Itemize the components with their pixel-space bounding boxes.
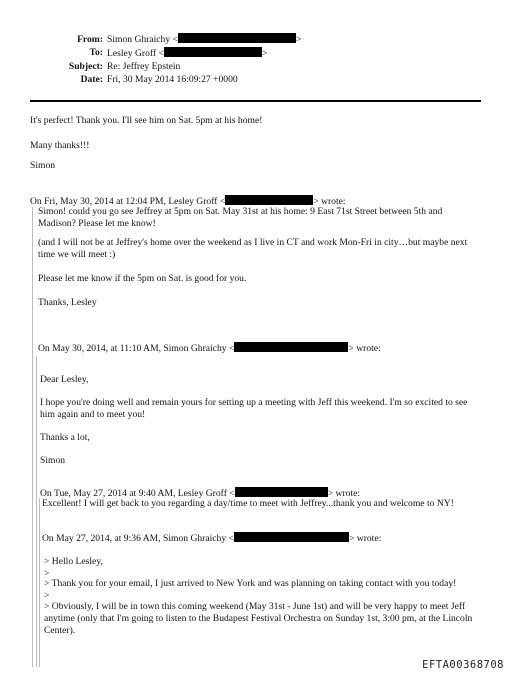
header-subject-row (0, 60, 512, 74)
header-divider (30, 100, 481, 102)
date-label: Date: (80, 74, 103, 86)
quote2-greeting: Dear Lesley, (40, 374, 89, 385)
quote1-paragraph-3: Please let me know if the 5pm on Sat. is good for you. (38, 273, 247, 284)
quote1-intro: On Fri, May 30, 2014 at 12:04 PM, Lesley Groff < > wrote: (30, 196, 346, 207)
quote2-intro: On May 30, 2014, at 11:10 AM, Simon Ghraichy < > wrote: (38, 343, 381, 354)
to-value: Lesley Groff < > (107, 47, 268, 59)
quote2-paragraph-1: I hope you're doing well and remain yours for setting up a meeting with Jeff this weekend. I'm so excited to see him again and to meet you! (40, 397, 468, 420)
quote-bar-2 (36, 356, 37, 667)
redaction-box (235, 487, 328, 497)
redaction-box (234, 532, 349, 542)
header-date-row (0, 74, 512, 88)
header-from-row (0, 33, 512, 47)
redaction-box (164, 47, 262, 57)
reply-line-2: Many thanks!!! (30, 140, 90, 151)
redaction-box (225, 195, 313, 205)
quote1-paragraph-1: Simon! could you go see Jeffrey at 5pm on Sat. May 31st at his home: 9 East 71st Street between 5th and Madison? Please let me know! (38, 206, 443, 229)
document-id: EFTA00368708 (422, 659, 504, 671)
quote3-paragraph-1: Excellent! I will get back to you regarding a day/time to meet with Jeffrey...thank you and welcome to NY! (42, 498, 454, 509)
date-value: Fri, 30 May 2014 16:09:27 +0000 (107, 74, 238, 86)
quote1-paragraph-2: (and I will not be at Jeffrey's home over the weekend as I live in CT and work Mon-Fri in city…but maybe next time we will meet :) (38, 237, 468, 260)
quote2-signature: Simon (40, 455, 66, 466)
to-label: To: (89, 47, 103, 59)
header-to-row (0, 47, 512, 61)
subject-label: Subject: (68, 60, 103, 72)
quote2-paragraph-2: Thanks a lot, (40, 432, 90, 443)
from-label: From: (77, 33, 103, 45)
quote3-intro: On Tue, May 27, 2014 at 9:40 AM, Lesley Groff < > wrote: (40, 488, 361, 499)
email-header (0, 33, 512, 87)
reply-signature: Simon (30, 160, 56, 171)
redaction-box (234, 342, 348, 352)
quote-bar-1 (32, 207, 33, 667)
quote4-line-3: > Thank you for your email, I just arrived to New York and was planning on taking contact with you today! (44, 578, 457, 589)
quote4-intro: On May 27, 2014, at 9:36 AM, Simon Ghraichy < > wrote: (42, 533, 382, 544)
quote1-paragraph-4: Thanks, Lesley (38, 297, 97, 308)
subject-value: Re: Jeffrey Epstein (107, 60, 181, 72)
redaction-box (178, 33, 296, 43)
reply-line-1: It's perfect! Thank you. I'll see him on Sat. 5pm at his home! (30, 115, 263, 126)
quote4-line-4: > (44, 590, 50, 601)
quote4-line-5: > Obviously, I will be in town this coming weekend (May 31st - June 1st) and will be very happy to meet Jeff anytime (only that I'm going to listen to the Budapest Festival Orchestra on Sunday 1st, 3:00 pm, at the Lincoln Center). (44, 601, 473, 636)
quote-bar-3 (39, 498, 40, 667)
from-value: Simon Ghraichy < > (107, 34, 302, 46)
quote4-line-1: > Hello Lesley, (44, 556, 103, 567)
quote4-line-2: > (44, 568, 50, 579)
